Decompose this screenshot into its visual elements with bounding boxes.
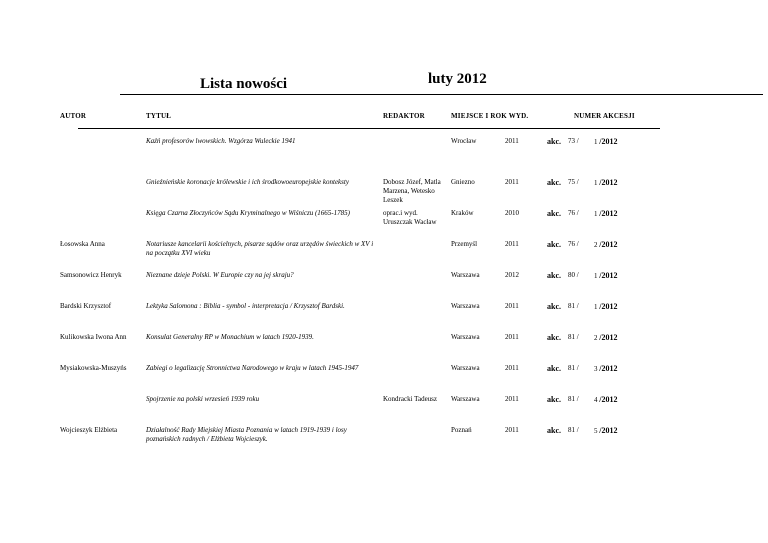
author-cell: Kulikowska Iwona Ann <box>60 333 127 341</box>
accession-year: /2012 <box>599 302 618 311</box>
akc-number: 73 / <box>568 137 579 145</box>
table-row <box>0 364 768 394</box>
year-cell: 2012 <box>505 271 519 279</box>
page-title: Lista nowości <box>200 76 288 92</box>
place-cell: Gniezno <box>451 178 475 186</box>
accession-year: /2012 <box>599 137 618 146</box>
author-cell: Bardski Krzysztof <box>60 302 112 310</box>
table-row <box>0 240 768 270</box>
place-cell: Poznań <box>451 426 472 434</box>
accession-year: /2012 <box>599 209 618 218</box>
page-date: luty 2012 <box>428 71 487 87</box>
akc-number: 81 / <box>568 395 579 403</box>
akc-label: akc. <box>547 364 561 373</box>
title-cell: Działalność Rady Miejskiej Miasta Poznania w latach 1919-1939 i losy poznańskich radnych / Elżbieta Wojcieszyk. <box>146 426 347 443</box>
akc-label: akc. <box>547 240 561 249</box>
akc-label: akc. <box>547 178 561 187</box>
column-header-author: AUTOR <box>60 112 87 120</box>
accession-sequence: 1 <box>594 138 598 146</box>
akc-number: 80 / <box>568 271 579 279</box>
table-row <box>0 426 768 456</box>
column-header-accession: NUMER AKCESJI <box>574 112 635 120</box>
year-cell: 2011 <box>505 395 519 403</box>
place-cell: Warszawa <box>451 395 480 403</box>
table-row <box>0 178 768 208</box>
akc-number: 76 / <box>568 209 579 217</box>
year-cell: 2011 <box>505 240 519 248</box>
title-cell: Kaźń profesorów lwowskich. Wzgórza Wuleckie 1941 <box>146 137 296 145</box>
place-cell: Wrocław <box>451 137 477 145</box>
akc-label: akc. <box>547 137 561 146</box>
author-cell: Wojcieszyk Elżbieta <box>60 426 118 434</box>
accession-year: /2012 <box>599 240 618 249</box>
accession-number <box>594 333 624 343</box>
table-row <box>0 271 768 301</box>
editor-cell: Kondracki Tadeusz <box>383 395 438 403</box>
accession-number <box>594 271 624 281</box>
column-header-editor: REDAKTOR <box>383 112 425 120</box>
editor-cell: oprac.i wyd. Uruszczak Wacław <box>383 209 437 226</box>
accession-number <box>594 364 624 374</box>
column-header-place-year: MIEJSCE I ROK WYD. <box>451 112 529 120</box>
akc-number: 75 / <box>568 178 579 186</box>
accession-number <box>594 178 624 188</box>
place-cell: Kraków <box>451 209 474 217</box>
title-cell: Księga Czarna Złoczyńców Sądu Kryminalnego w Wiśniczu (1665-1785) <box>146 209 350 217</box>
title-cell: Nieznane dzieje Polski. W Europie czy na jej skraju? <box>146 271 294 279</box>
year-cell: 2011 <box>505 333 519 341</box>
accession-number <box>594 240 624 250</box>
accession-year: /2012 <box>599 178 618 187</box>
akc-number: 81 / <box>568 426 579 434</box>
author-cell: Samsonowicz Henryk <box>60 271 122 279</box>
editor-cell: Dobosz Józef, Matla Marzena, Wetesko Leszek <box>383 178 441 204</box>
accession-year: /2012 <box>599 333 618 342</box>
accession-sequence: 2 <box>594 334 598 342</box>
table-row <box>0 209 768 239</box>
table-row <box>0 333 768 363</box>
place-cell: Warszawa <box>451 333 480 341</box>
akc-number: 76 / <box>568 240 579 248</box>
table-row <box>0 137 768 167</box>
accession-sequence: 1 <box>594 303 598 311</box>
year-cell: 2011 <box>505 426 519 434</box>
akc-number: 81 / <box>568 333 579 341</box>
akc-label: akc. <box>547 302 561 311</box>
table-row <box>0 302 768 332</box>
akc-number: 81 / <box>568 364 579 372</box>
akc-label: akc. <box>547 395 561 404</box>
accession-year: /2012 <box>599 426 618 435</box>
year-cell: 2010 <box>505 209 519 217</box>
year-cell: 2011 <box>505 137 519 145</box>
akc-label: akc. <box>547 209 561 218</box>
author-cell: Mysiakowska-Muszyńs <box>60 364 127 372</box>
title-cell: Zabiegi o legalizację Stronnictwa Narodowego w kraju w latach 1945-1947 <box>146 364 359 372</box>
akc-label: akc. <box>547 333 561 342</box>
accession-sequence: 1 <box>594 272 598 280</box>
header-rule <box>78 128 660 129</box>
table-row <box>0 395 768 425</box>
accession-sequence: 4 <box>594 396 598 404</box>
year-cell: 2011 <box>505 178 519 186</box>
place-cell: Przemyśl <box>451 240 478 248</box>
accession-sequence: 1 <box>594 179 598 187</box>
accession-number <box>594 209 624 219</box>
accession-number <box>594 395 624 405</box>
year-cell: 2011 <box>505 302 519 310</box>
accession-year: /2012 <box>599 364 618 373</box>
accession-year: /2012 <box>599 271 618 280</box>
place-cell: Warszawa <box>451 302 480 310</box>
accession-sequence: 1 <box>594 210 598 218</box>
place-cell: Warszawa <box>451 364 480 372</box>
accession-number <box>594 137 624 147</box>
title-rule <box>120 94 763 95</box>
accession-number <box>594 302 624 312</box>
title-cell: Lektyka Salomona : Biblia - symbol - interpretacja / Krzysztof Bardski. <box>146 302 345 310</box>
title-cell: Gnieźnieńskie koronacje królewskie i ich środkowoeuropejskie konteksty <box>146 178 349 186</box>
accession-number <box>594 426 624 436</box>
accession-sequence: 3 <box>594 365 598 373</box>
accession-sequence: 5 <box>594 427 598 435</box>
akc-label: akc. <box>547 271 561 280</box>
accession-sequence: 2 <box>594 241 598 249</box>
akc-label: akc. <box>547 426 561 435</box>
title-cell: Konsulat Generalny RP w Monachium w latach 1920-1939. <box>146 333 314 341</box>
column-header-title: TYTUŁ <box>146 112 172 120</box>
akc-number: 81 / <box>568 302 579 310</box>
title-cell: Spojrzenie na polski wrzesień 1939 roku <box>146 395 260 403</box>
place-cell: Warszawa <box>451 271 480 279</box>
author-cell: Łosowska Anna <box>60 240 105 248</box>
title-cell: Notariusze kancelarii kościelnych, pisarze sądów oraz urzędów świeckich w XV i na początku XVI wieku <box>146 240 374 257</box>
accession-year: /2012 <box>599 395 618 404</box>
year-cell: 2011 <box>505 364 519 372</box>
